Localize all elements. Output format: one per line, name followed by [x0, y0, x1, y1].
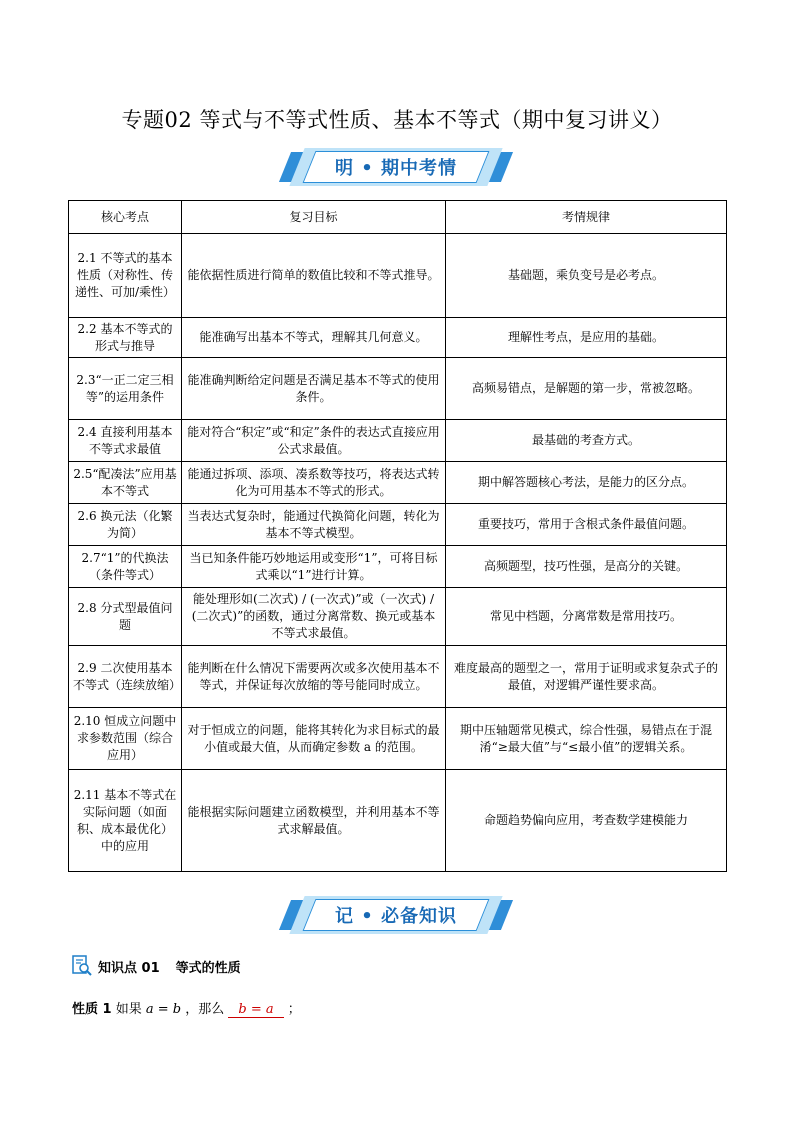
cell-pattern: 重要技巧，常用于含根式条件最值问题。 — [446, 504, 727, 546]
knowledge-point-name: 等式的性质 — [175, 960, 241, 976]
property-label: 性质 1 — [72, 1002, 112, 1017]
cell-topic: 2.3“一正二定三相等”的运用条件 — [69, 358, 182, 420]
cell-topic: 2.1 不等式的基本性质（对称性、传递性、可加/乘性） — [69, 234, 182, 318]
cell-goal: 能根据实际问题建立函数模型，并利用基本不等式求解最值。 — [182, 770, 446, 872]
cell-goal: 能处理形如(二次式) / (一次式)”或（一次式) / (二次式)”的函数，通过分离常数、换元或基本不等式求最值。 — [182, 588, 446, 646]
cell-pattern: 最基础的考查方式。 — [446, 420, 727, 462]
property-condition: a = b — [145, 1002, 182, 1017]
section-banner-exam-trends — [283, 148, 509, 186]
header-review-goal: 复习目标 — [182, 201, 446, 234]
header-exam-pattern: 考情规律 — [446, 201, 727, 234]
knowledge-point-heading — [72, 955, 241, 977]
table-row — [69, 462, 727, 504]
property-prefix: 如果 — [115, 1002, 142, 1017]
cell-goal: 对于恒成立的问题，能将其转化为求目标式的最小值或最大值，从而确定参数 a 的范围。 — [182, 708, 446, 770]
cell-topic: 2.10 恒成立问题中求参数范围（综合应用） — [69, 708, 182, 770]
cell-goal: 能准确判断给定问题是否满足基本不等式的使用条件。 — [182, 358, 446, 420]
cell-topic: 2.6 换元法（化繁为简） — [69, 504, 182, 546]
cell-pattern: 基础题，乘负变号是必考点。 — [446, 234, 727, 318]
cell-topic: 2.8 分式型最值问题 — [69, 588, 182, 646]
cell-pattern: 高频题型，技巧性强，是高分的关键。 — [446, 546, 727, 588]
cell-goal: 能准确写出基本不等式，理解其几何意义。 — [182, 318, 446, 358]
property-mid: ，那么 — [185, 1002, 225, 1017]
table-row — [69, 770, 727, 872]
table-row — [69, 234, 727, 318]
cell-goal: 能判断在什么情况下需要两次或多次使用基本不等式，并保证每次放缩的等号能同时成立。 — [182, 646, 446, 708]
table-row — [69, 646, 727, 708]
section-banner-knowledge — [283, 896, 509, 934]
cell-pattern: 高频易错点，是解题的第一步，常被忽略。 — [446, 358, 727, 420]
cell-goal: 能对符合“积定”或“和定”条件的表达式直接应用公式求最值。 — [182, 420, 446, 462]
cell-goal: 当已知条件能巧妙地运用或变形“1”，可将目标式乘以“1”进行计算。 — [182, 546, 446, 588]
table-row — [69, 546, 727, 588]
banner-label: 明 • 期中考情 — [334, 158, 458, 179]
cell-pattern: 期中解答题核心考法，是能力的区分点。 — [446, 462, 727, 504]
page-title: 专题02 等式与不等式性质、基本不等式（期中复习讲义） — [121, 108, 673, 132]
table-row — [69, 318, 727, 358]
cell-pattern: 命题趋势偏向应用，考查数学建模能力 — [446, 770, 727, 872]
property-suffix: ； — [287, 1002, 301, 1017]
property-1 — [72, 998, 301, 1018]
review-table — [68, 200, 727, 872]
table-header-row — [69, 201, 727, 234]
magnifier-document-icon — [72, 955, 92, 977]
cell-goal: 能通过拆项、添项、凑系数等技巧，将表达式转化为可用基本不等式的形式。 — [182, 462, 446, 504]
table-row — [69, 420, 727, 462]
cell-topic: 2.11 基本不等式在实际问题（如面积、成本最优化）中的应用 — [69, 770, 182, 872]
property-answer-blank: b = a — [228, 1002, 283, 1018]
header-core-topic: 核心考点 — [69, 201, 182, 234]
cell-pattern: 期中压轴题常见模式，综合性强，易错点在于混淆“≥最大值”与“≤最小值”的逻辑关系。 — [446, 708, 727, 770]
knowledge-point-label: 知识点 01 — [98, 960, 160, 976]
cell-topic: 2.9 二次使用基本不等式（连续放缩） — [69, 646, 182, 708]
cell-pattern: 常见中档题，分离常数是常用技巧。 — [446, 588, 727, 646]
table-row — [69, 708, 727, 770]
table-row — [69, 358, 727, 420]
cell-pattern: 难度最高的题型之一，常用于证明或求复杂式子的最值，对逻辑严谨性要求高。 — [446, 646, 727, 708]
table-row — [69, 588, 727, 646]
table-row — [69, 504, 727, 546]
cell-topic: 2.4 直接利用基本不等式求最值 — [69, 420, 182, 462]
cell-goal: 当表达式复杂时，能通过代换简化问题，转化为基本不等式模型。 — [182, 504, 446, 546]
cell-topic: 2.7“1”的代换法（条件等式） — [69, 546, 182, 588]
cell-goal: 能依据性质进行简单的数值比较和不等式推导。 — [182, 234, 446, 318]
cell-topic: 2.2 基本不等式的形式与推导 — [69, 318, 182, 358]
cell-pattern: 理解性考点，是应用的基础。 — [446, 318, 727, 358]
cell-topic: 2.5“配凑法”应用基本不等式 — [69, 462, 182, 504]
banner-label: 记 • 必备知识 — [334, 906, 458, 927]
